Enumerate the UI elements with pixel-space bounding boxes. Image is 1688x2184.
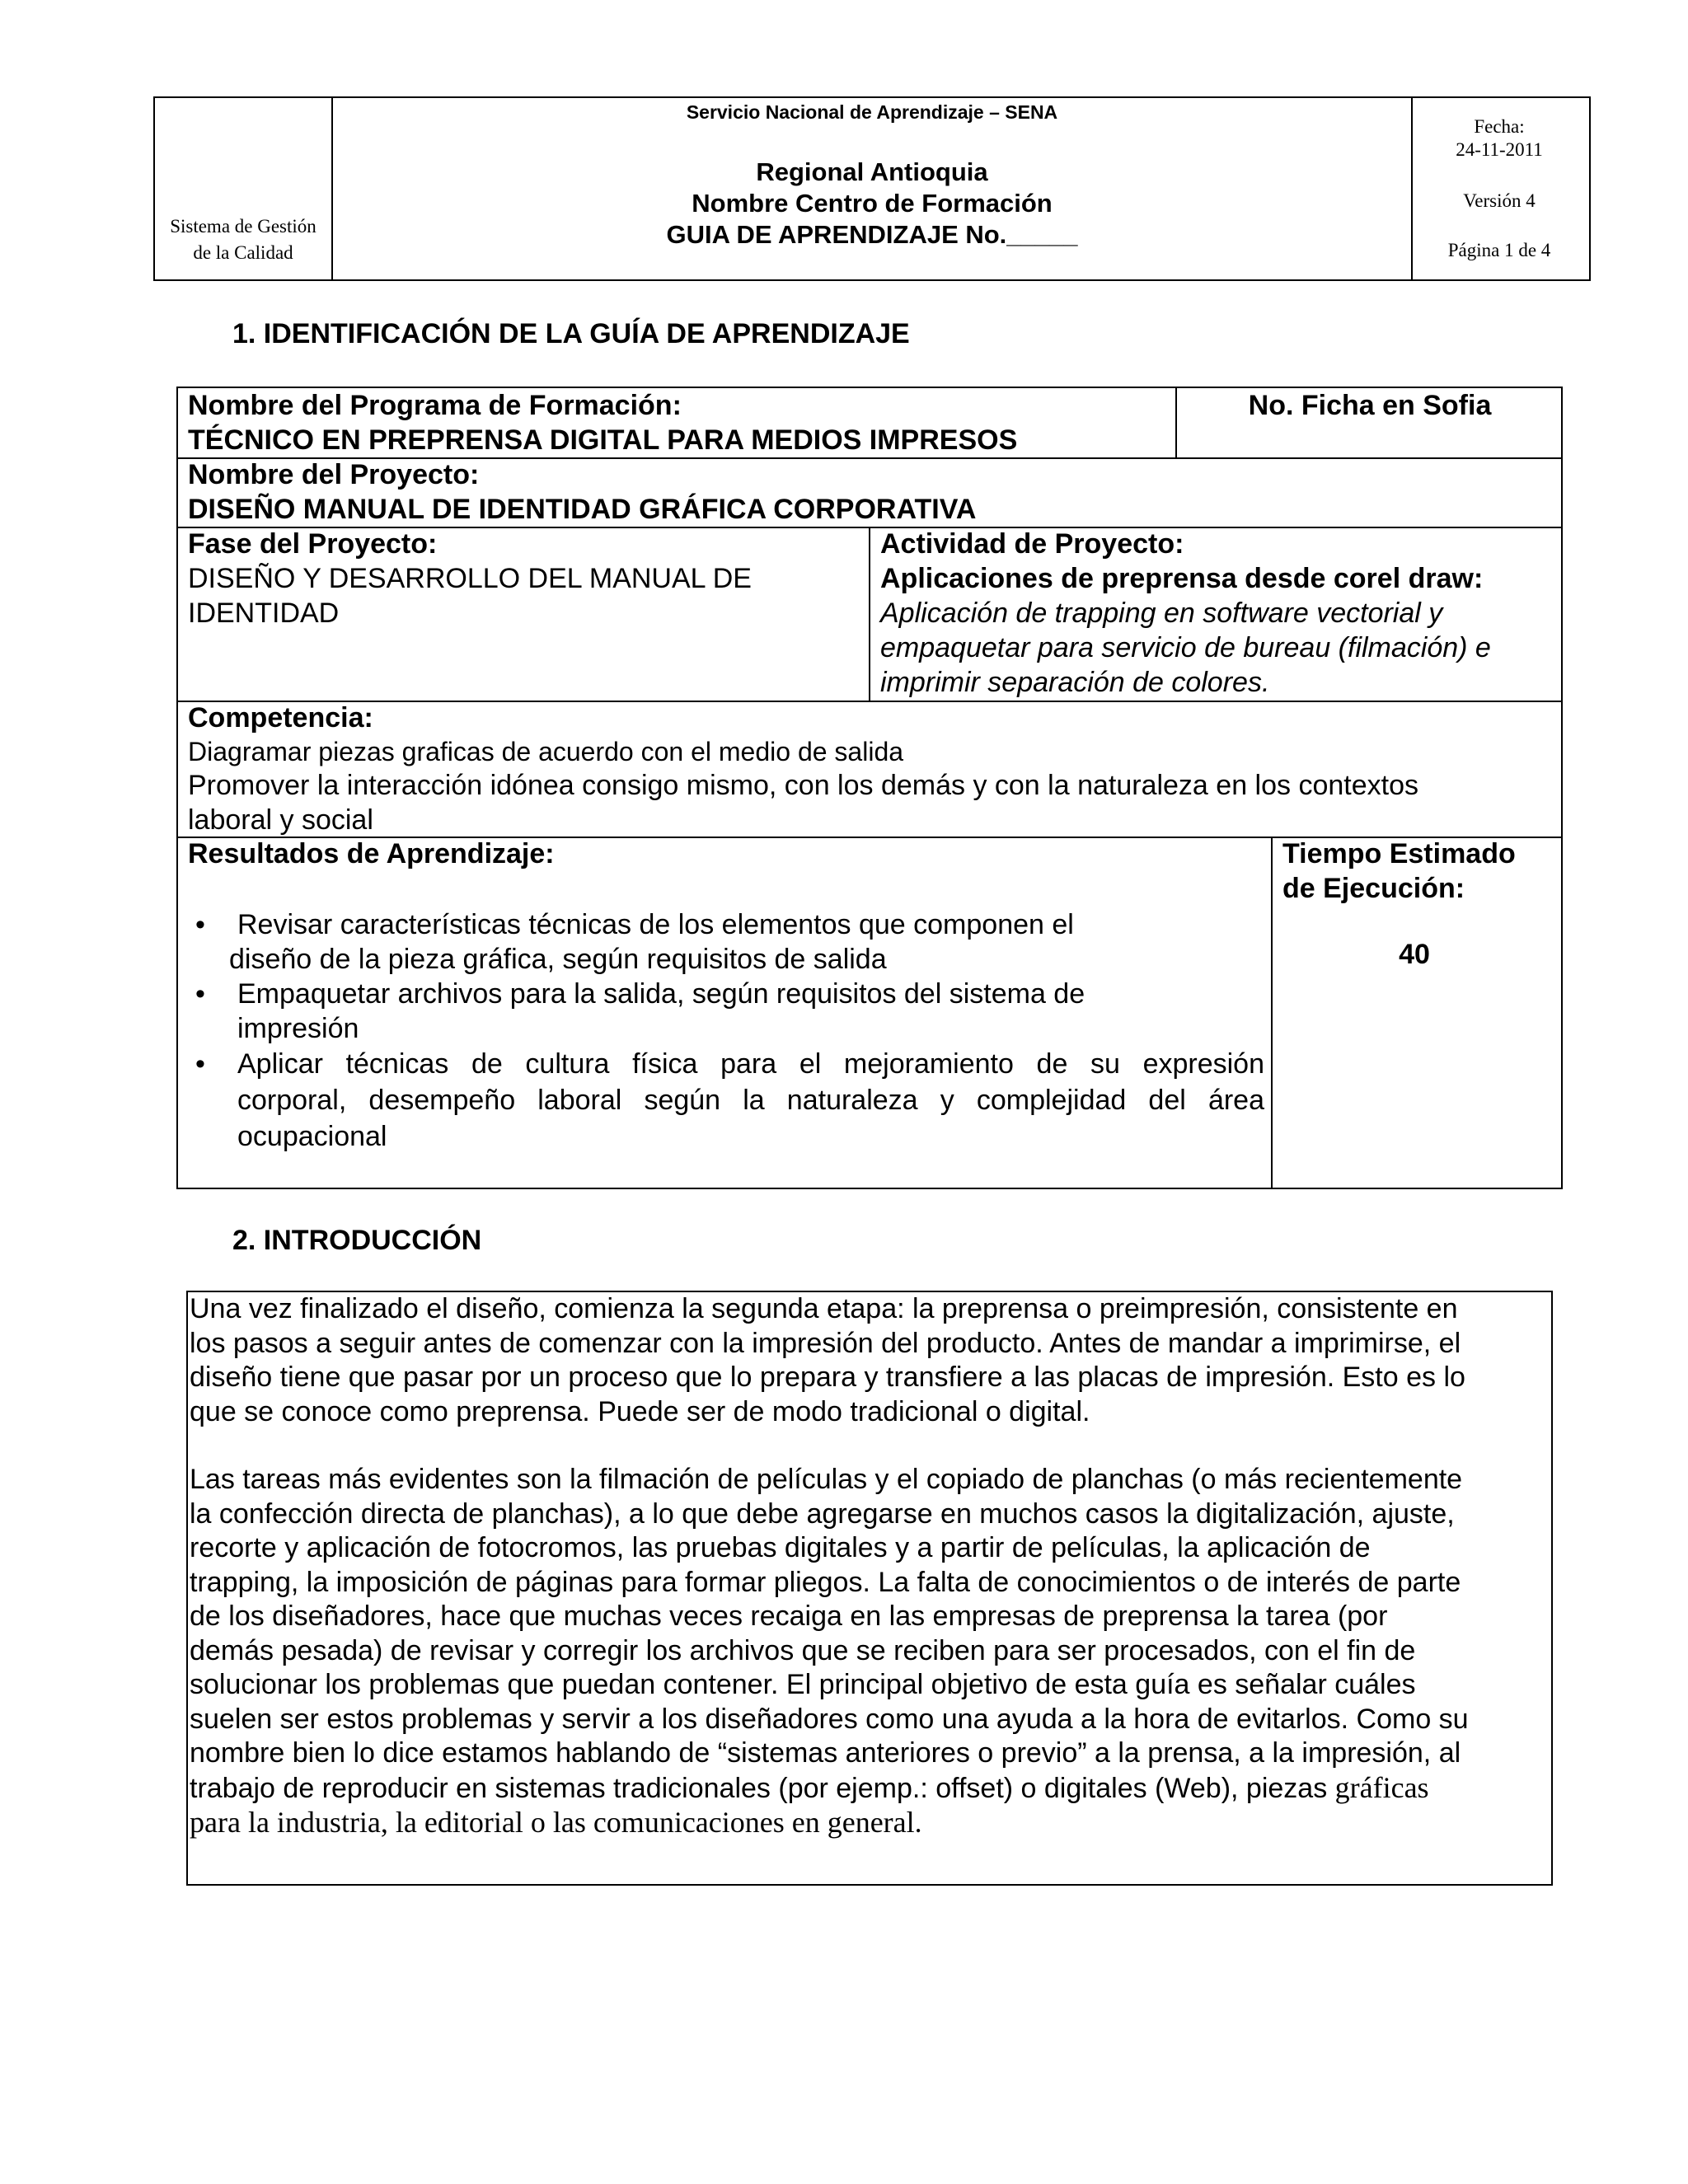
intro-p2-line: recorte y aplicación de fotocromos, las pruebas digitales y a partir de películas, la aplicación de (190, 1532, 1371, 1563)
phase-line-2: IDENTIDAD (188, 598, 340, 629)
competency-cell (188, 701, 1418, 837)
competency-label: Competencia: (188, 702, 373, 733)
results-label: Resultados de Aprendizaje: (188, 838, 555, 869)
version-label: Versión 4 (1463, 190, 1536, 211)
phase-label: Fase del Proyecto: (188, 528, 438, 560)
intro-p1-line: Una vez finalizado el diseño, comienza la segunda etapa: la preprensa o preimpresión, consistente en (190, 1293, 1458, 1324)
intro-p2-mixed-sans: trabajo de reproducir en sistemas tradicionales (por ejemp.: offset) o digitales (Web), piezas (190, 1772, 1335, 1804)
result-item-1 (188, 907, 1264, 977)
intro-p2-line: nombre bien lo dice estamos hablando de “sistemas anteriores o previo” a la prensa, a la impresión, al (190, 1737, 1461, 1769)
intro-p2-line: Las tareas más evidentes son la filmación de películas y el copiado de planchas (o más recientemente (190, 1464, 1463, 1495)
time-label-line-2: de Ejecución: (1282, 873, 1465, 904)
col-divider (1271, 837, 1273, 1189)
training-center-name: Nombre Centro de Formación (692, 189, 1053, 218)
intro-p1-line: los pasos a seguir antes de comenzar con la impresión del producto. Antes de mandar a imprimirse, el (190, 1327, 1461, 1359)
results-cell (188, 837, 1264, 1155)
page-indicator: Página 1 de 4 (1447, 240, 1551, 260)
phase-line-1: DISEÑO Y DESARROLLO DEL MANUAL DE (188, 563, 752, 594)
project-label: Nombre del Proyecto: (188, 459, 480, 490)
time-cell (1282, 837, 1563, 972)
introduction-box (186, 1291, 1553, 1886)
result-item-3 (188, 1046, 1264, 1155)
document-header (153, 96, 1591, 281)
guide-number-title: GUIA DE APRENDIZAJE No._____ (666, 220, 1078, 249)
intro-p2-line: demás pesada) de revisar y corregir los archivos que se reciben para ser procesados, con el fin de (190, 1634, 1416, 1666)
competency-2-line-1: Promover la interacción idónea consigo mismo, con los demás y con la naturaleza en los contextos (188, 770, 1418, 801)
intro-p1-line: diseño tiene que pasar por un proceso que lo prepara y transfiere a las placas de impresión. Esto es lo (190, 1361, 1465, 1393)
project-value: DISEÑO MANUAL DE IDENTIDAD GRÁFICA CORPORATIVA (188, 494, 977, 525)
phase-cell (188, 527, 752, 630)
intro-p2-line: solucionar los problemas que puedan contener. El principal objetivo de esta guía es señalar cuáles (190, 1669, 1416, 1700)
activity-cell (880, 527, 1491, 700)
intro-p2-line: la confección directa de planchas), a lo que debe agregarse en muchos casos la digitalización, ajuste, (190, 1497, 1455, 1530)
result-2-line-2: impresión (237, 1013, 359, 1044)
program-cell (188, 388, 1017, 457)
competency-1: Diagramar piezas graficas de acuerdo con el medio de salida (188, 737, 904, 766)
result-3-line-2: corporal, desempeño laboral según la naturaleza y complejidad del área (237, 1085, 1264, 1116)
intro-paragraph-1 (190, 1292, 1550, 1429)
ficha-label: No. Ficha en Sofia (1248, 390, 1492, 421)
date-label: Fecha: (1474, 116, 1525, 137)
activity-line-2: empaquetar para servicio de bureau (filmación) e (880, 632, 1491, 663)
activity-label: Actividad de Proyecto: (880, 528, 1184, 560)
program-value: TÉCNICO EN PREPRENSA DIGITAL PARA MEDIOS IMPRESOS (188, 424, 1018, 456)
result-item-2 (188, 977, 1264, 1046)
bullet-icon: • (195, 978, 205, 1010)
activity-line-3: imprimir separación de colores. (880, 667, 1270, 698)
intro-p2-line: de los diseñadores, hace que muchas veces recaiga en las empresas de preprensa la tarea (por (190, 1601, 1388, 1632)
intro-p2-line: suelen ser estos problemas y servir a los diseñadores como una ayuda a la hora de evitarlos. Como su (190, 1703, 1469, 1735)
intro-p1-line: que se conoce como preprensa. Puede ser de modo tradicional o digital. (190, 1395, 1090, 1427)
intro-paragraph-2 (190, 1463, 1550, 1840)
bullet-icon: • (195, 1048, 205, 1080)
section-1-title: 1. IDENTIFICACIÓN DE LA GUÍA DE APRENDIZAJE (232, 318, 910, 349)
identification-table (176, 387, 1563, 1189)
date-value: 24-11-2011 (1456, 139, 1543, 160)
activity-title: Aplicaciones de preprensa desde corel draw: (880, 563, 1484, 594)
intro-p2-line: trapping, la imposición de páginas para formar pliegos. La falta de conocimientos o de interés de parte (190, 1566, 1461, 1598)
quality-system-line-2: de la Calidad (193, 242, 293, 263)
result-3-line-3: ocupacional (237, 1121, 387, 1152)
quality-system-label (155, 213, 331, 266)
col-divider (869, 527, 870, 701)
institution-name: Servicio Nacional de Aprendizaje – SENA (686, 101, 1058, 123)
result-1-line-1: Revisar características técnicas de los elementos que componen el (237, 909, 1074, 940)
intro-p2-line-mixed (190, 1771, 1550, 1807)
paragraph-spacer (190, 1429, 1550, 1463)
bullet-icon: • (195, 909, 205, 940)
intro-p2-mixed-serif: gráficas (1334, 1770, 1429, 1804)
result-1-line-2: diseño de la pieza gráfica, según requisitos de salida (229, 944, 887, 975)
project-cell (188, 457, 976, 527)
results-list (188, 907, 1264, 1155)
competency-2-line-2: laboral y social (188, 804, 373, 836)
section-2-title: 2. INTRODUCCIÓN (232, 1225, 482, 1256)
result-3-line-1: Aplicar técnicas de cultura física para el mejoramiento de su expresión (237, 1048, 1264, 1080)
header-meta (1411, 98, 1589, 279)
time-value: 40 (1399, 939, 1430, 970)
intro-p2-last-line: para la industria, la editorial o las comunicaciones en general. (190, 1806, 922, 1839)
time-label-line-1: Tiempo Estimado (1282, 838, 1516, 869)
regional-name: Regional Antioquia (756, 157, 988, 186)
program-label: Nombre del Programa de Formación: (188, 390, 682, 421)
quality-system-line-1: Sistema de Gestión (170, 216, 316, 237)
activity-line-1: Aplicación de trapping en software vectorial y (880, 598, 1443, 629)
result-2-line-1: Empaquetar archivos para la salida, según requisitos del sistema de (237, 978, 1085, 1010)
